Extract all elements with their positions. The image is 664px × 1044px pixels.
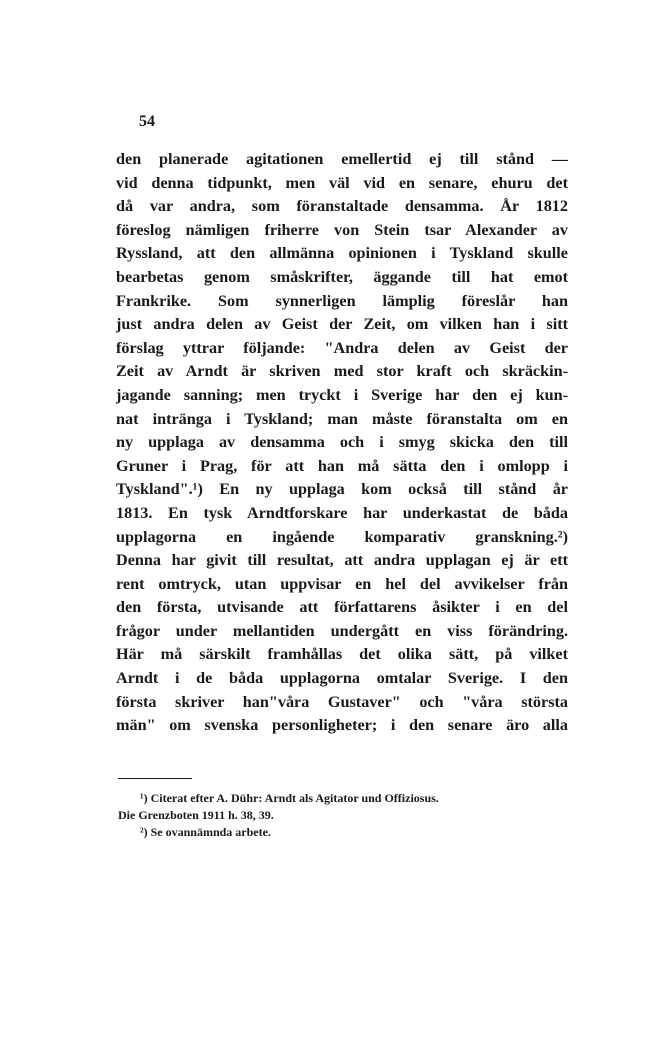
footnote-divider xyxy=(118,778,192,779)
text-line: män" om svenska personligheter; i den senare äro alla xyxy=(116,716,568,735)
text-line: Ryssland, att den allmänna opinionen i Tyskland skulle xyxy=(116,244,568,263)
text-line: den första, utvisande att författarens åsikter i en del xyxy=(116,598,568,617)
text-line: Denna har givit till resultat, att andra upplagan ej är ett xyxy=(116,551,568,570)
text-line: föreslog nämligen friherre von Stein tsar Alexander av xyxy=(116,220,568,239)
text-line: första skriver han"våra Gustaver" och "våra största xyxy=(116,692,568,711)
page-number: 54 xyxy=(139,113,155,130)
text-line: vid denna tidpunkt, men väl vid en senare, ehuru det xyxy=(116,173,568,192)
text-line: just andra delen av Geist der Zeit, om vilken han i sitt xyxy=(116,315,568,334)
text-line: Gruner i Prag, för att han må sätta den i omlopp i xyxy=(116,456,568,475)
body-text xyxy=(116,148,568,738)
text-line: Frankrike. Som synnerligen lämplig föreslår han xyxy=(116,291,568,310)
text-line: jagande sanning; men tryckt i Sverige har den ej kun- xyxy=(116,385,568,404)
text-line: den planerade agitationen emellertid ej till stånd — xyxy=(116,150,568,168)
text-line: upplagorna en ingående komparativ granskning.²) xyxy=(116,527,568,546)
text-line: 1813. En tysk Arndtforskare har underkastat de båda xyxy=(116,503,568,522)
footnote-2: ²) Se ovannämnda arbete. xyxy=(140,825,271,839)
text-line: rent omtryck, utan uppvisar en hel del avvikelser från xyxy=(116,574,568,593)
text-line: frågor under mellantiden undergått en viss förändring. xyxy=(116,621,568,640)
text-line: Zeit av Arndt är skriven med stor kraft och skräckin- xyxy=(116,362,568,381)
text-line: då var andra, som föranstaltade densamma. År 1812 xyxy=(116,197,568,216)
footnote-1-continued: Die Grenzboten 1911 h. 38, 39. xyxy=(118,808,274,822)
text-line: förslag yttrar följande: "Andra delen av Geist der xyxy=(116,338,568,357)
text-line: Arndt i de båda upplagorna omtalar Sverige. I den xyxy=(116,669,568,688)
footnote-1: ¹) Citerat efter A. Dühr: Arndt als Agitator und Offiziosus. xyxy=(140,791,439,805)
text-line: Här må särskilt framhållas det olika sätt, på vilket xyxy=(116,645,568,664)
text-line: bearbetas genom småskrifter, äggande till hat emot xyxy=(116,267,568,286)
text-line: ny upplaga av densamma och i smyg skicka den till xyxy=(116,433,568,452)
footnotes xyxy=(118,790,558,841)
text-line: Tyskland".¹) En ny upplaga kom också till stånd år xyxy=(116,480,568,499)
text-line: nat intränga i Tyskland; man måste föranstalta om en xyxy=(116,409,568,428)
